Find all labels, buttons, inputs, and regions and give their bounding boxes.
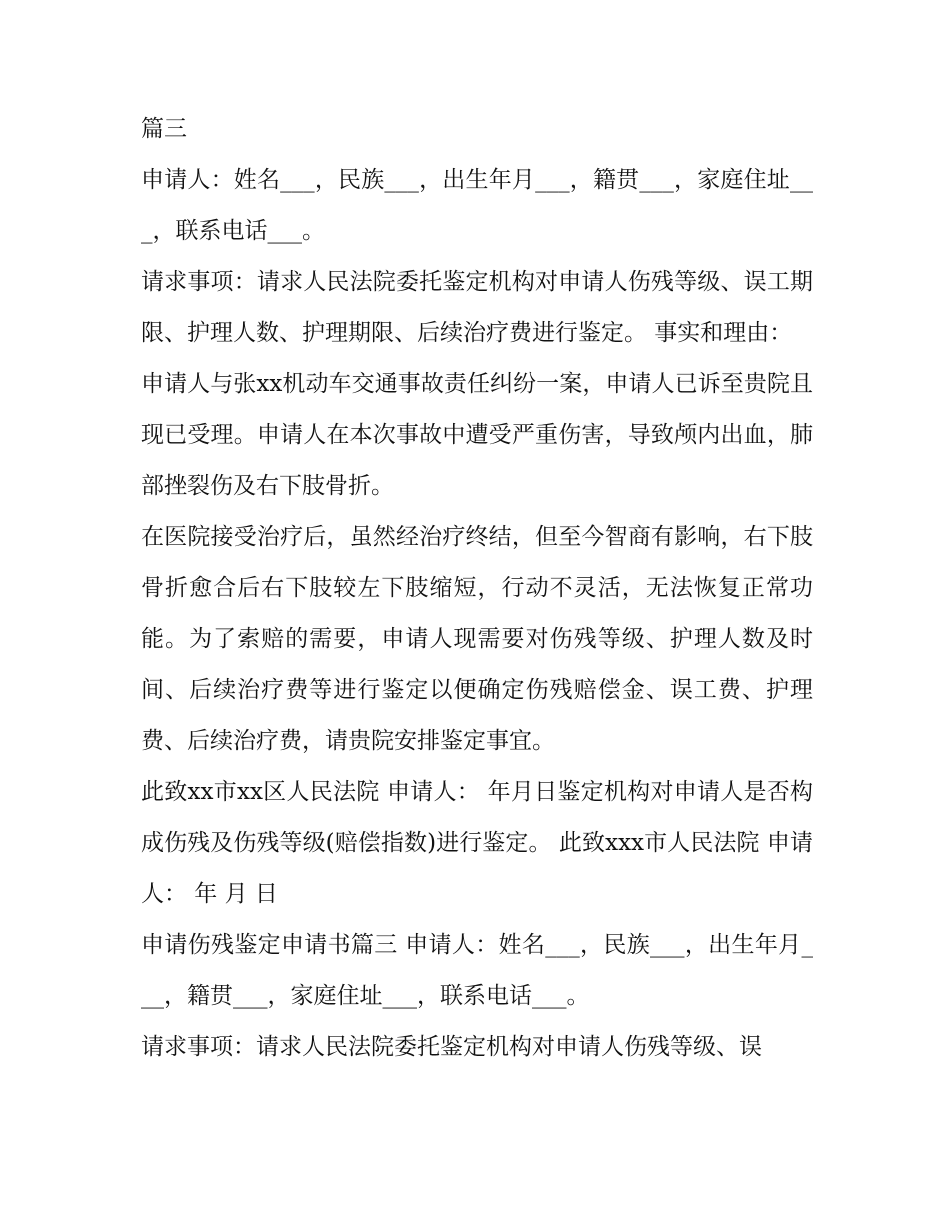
applicant-info-paragraph: 申请人：姓名___，民族___，出生年月___，籍贯___，家庭住址___，联系电话___。 xyxy=(141,167,813,244)
document-body xyxy=(141,104,813,1073)
request-items-paragraph: 请求事项：请求人民法院委托鉴定机构对申请人伤残等级、误工期限、护理人数、护理期限、后续治疗费进行鉴定。 事实和理由： xyxy=(141,269,813,346)
treatment-paragraph: 在医院接受治疗后，虽然经治疗终结，但至今智商有影响，右下肢骨折愈合后右下肢较左下肢缩短，行动不灵活，无法恢复正常功能。为了索赔的需要，申请人现需要对伤残等级、护理人数及时间、后续治疗费等进行鉴定以便确定伤残赔偿金、误工费、护理费、后续治疗费，请贵院安排鉴定事宜。 xyxy=(141,524,813,754)
second-request-items-paragraph: 请求事项：请求人民法院委托鉴定机构对申请人伤残等级、误 xyxy=(141,1034,762,1060)
second-application-paragraph: 申请伤残鉴定申请书篇三 申请人：姓名___，民族___，出生年月___，籍贯___，家庭住址___，联系电话___。 xyxy=(141,932,813,1009)
closing-paragraph: 此致xx市xx区人民法院 申请人： 年月日鉴定机构对申请人是否构成伤残及伤残等级(赔偿指数)进行鉴定。 此致xxx市人民法院 申请人： 年 月 日 xyxy=(141,779,813,907)
case-facts-paragraph: 申请人与张xx机动车交通事故责任纠纷一案，申请人已诉至贵院且现已受理。申请人在本次事故中遭受严重伤害，导致颅内出血，肺部挫裂伤及右下肢骨折。 xyxy=(141,371,813,499)
section-heading: 篇三 xyxy=(141,116,187,142)
